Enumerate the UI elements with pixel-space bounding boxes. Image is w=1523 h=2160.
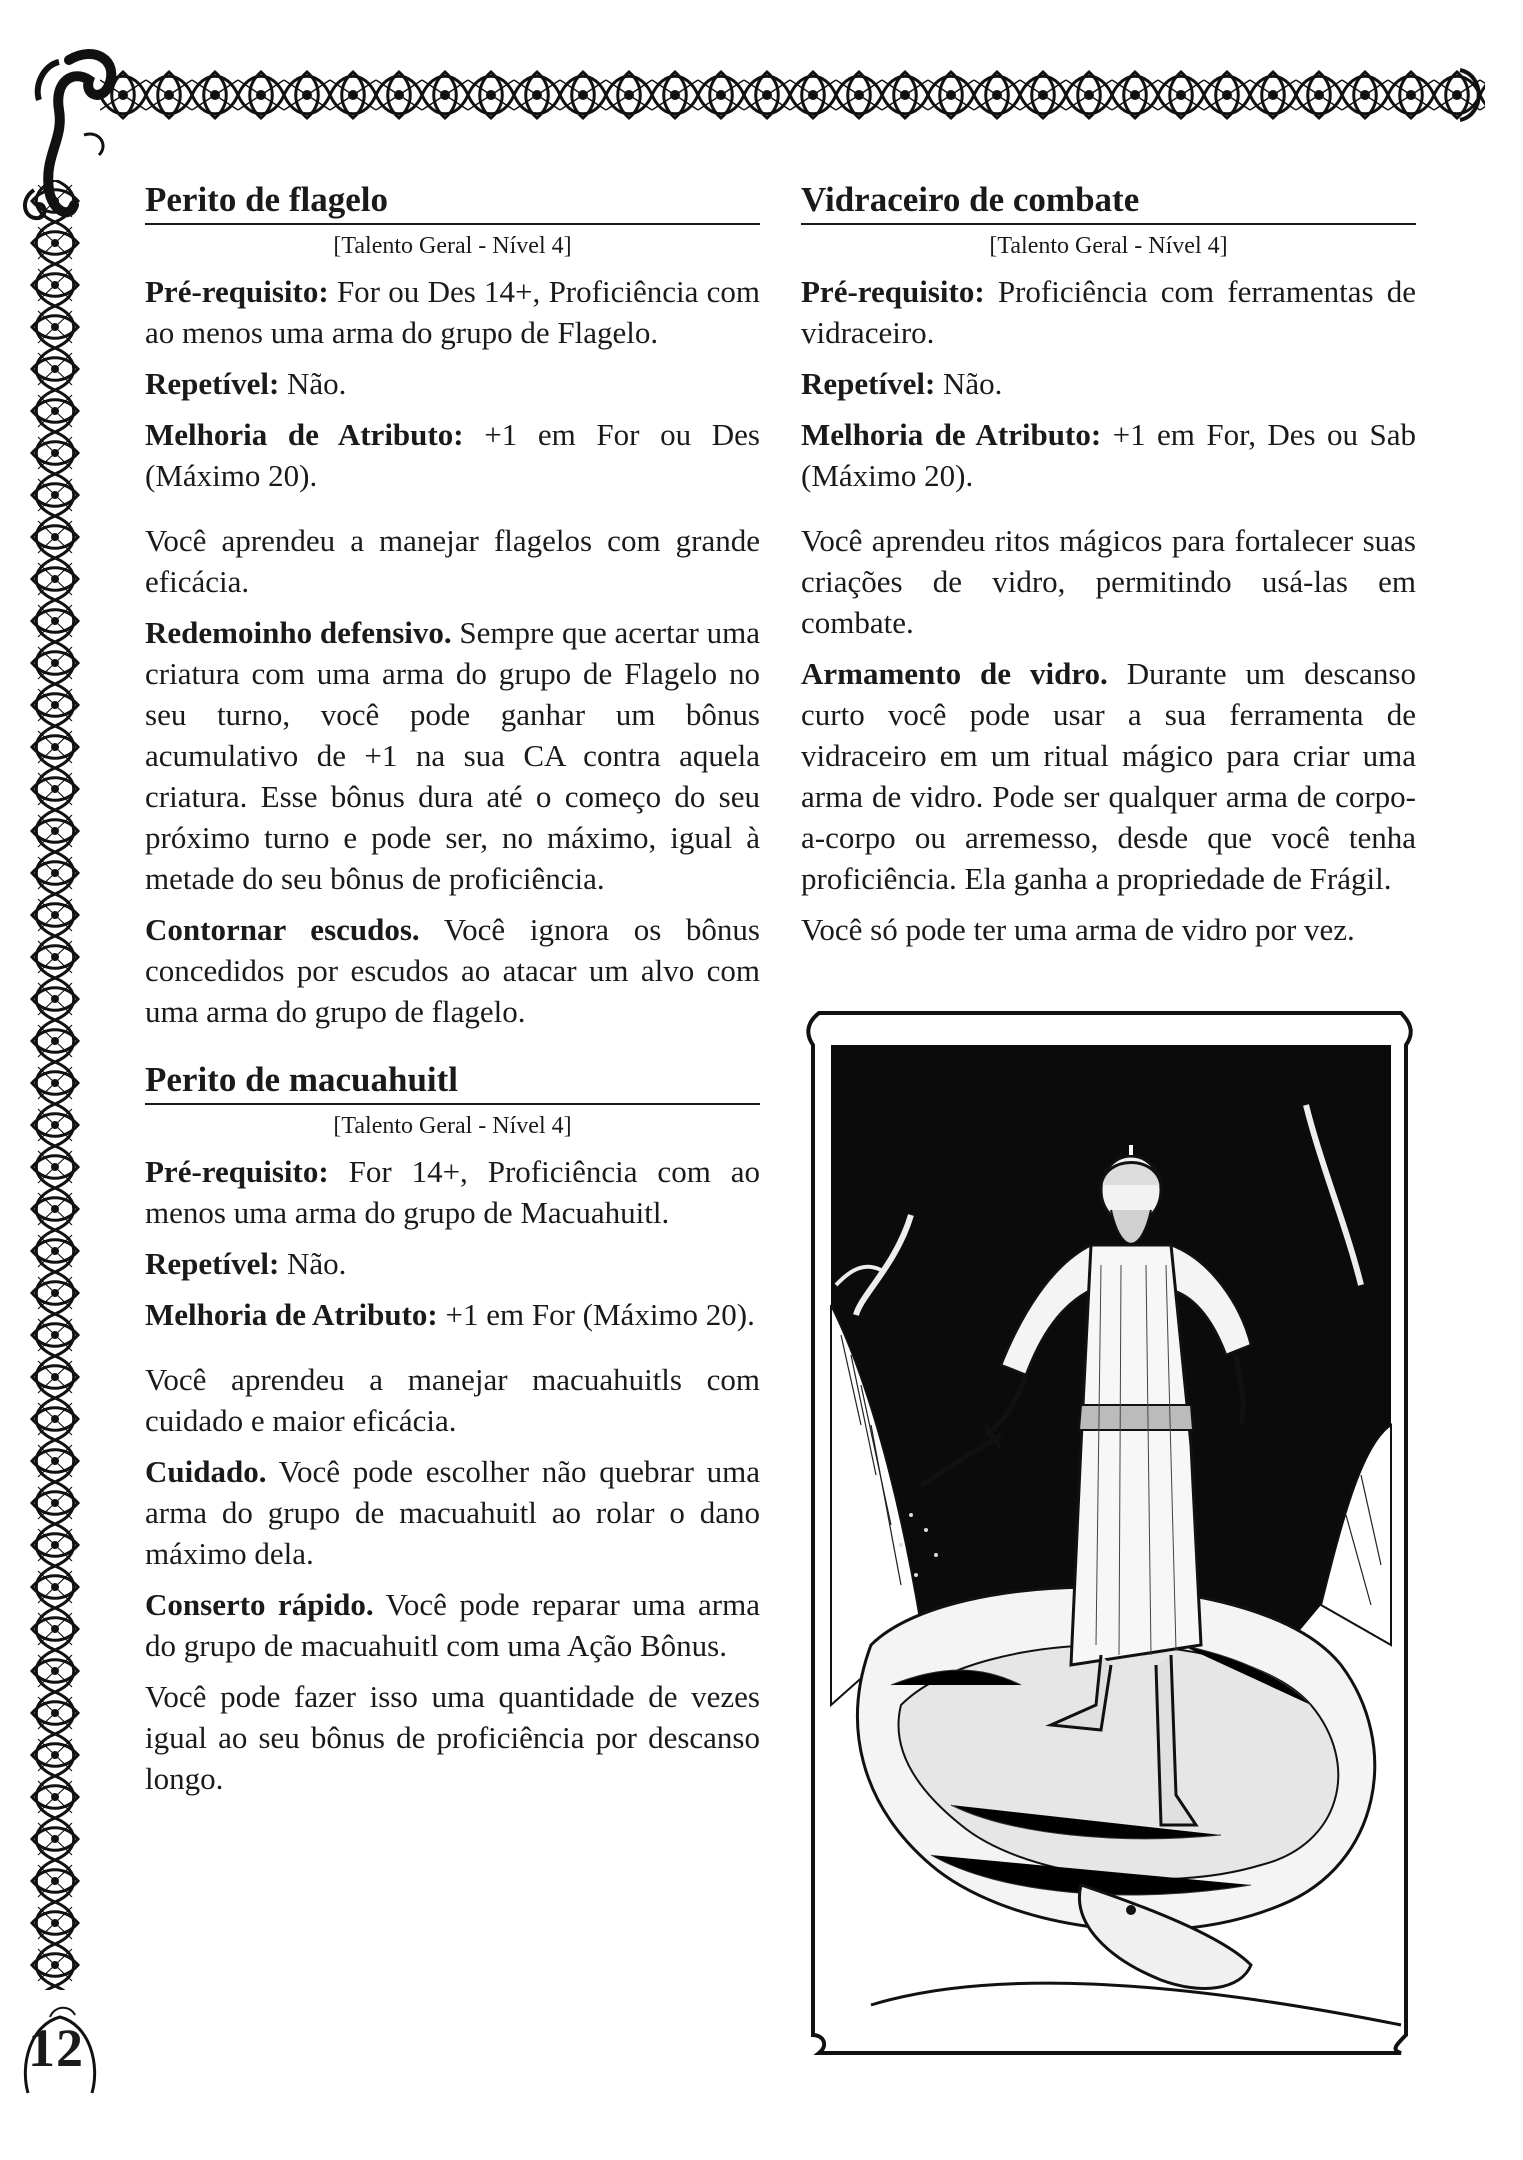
celtic-knot-border-icon	[100, 50, 1485, 140]
feat-attribute: Melhoria de Atributo: +1 em For ou Des (Máximo 20).	[145, 417, 760, 493]
feat-intro: Você aprendeu a manejar flagelos com grande eficácia.	[145, 523, 760, 599]
feat-ability: Armamento de vidro. Durante um descanso curto você pode usar a sua ferramenta de vidraceiro em um ritual mágico para criar uma arma de vidro. Pode ser qualquer arma de corpo-a-corpo ou arremesso, desde que você tenha proficiência. Ela ganha a propriedade de Frágil.	[801, 656, 1416, 896]
feat-perito-de-flagelo	[145, 178, 760, 1032]
feat-closing: Você pode fazer isso uma quantidade de vezes igual ao seu bônus de proficiência por descanso longo.	[145, 1679, 760, 1796]
celtic-knot-border-icon	[20, 180, 90, 1990]
feat-title: Perito de macuahuitl	[145, 1058, 760, 1105]
feat-intro: Você aprendeu ritos mágicos para fortalecer suas criações de vidro, permitindo usá-las em combate.	[801, 523, 1416, 640]
feat-intro: Você aprendeu a manejar macuahuitls com cuidado e maior eficácia.	[145, 1362, 760, 1438]
feat-ability: Cuidado. Você pode escolher não quebrar uma arma do grupo de macuahuitl ao rolar o dano máximo dela.	[145, 1454, 760, 1571]
left-column	[145, 178, 760, 1809]
feat-title: Perito de flagelo	[145, 178, 760, 225]
feat-subtitle: [Talento Geral - Nível 4]	[333, 1113, 572, 1139]
feat-ability: Conserto rápido. Você pode reparar uma arma do grupo de macuahuitl com uma Ação Bônus.	[145, 1587, 761, 1663]
feat-title: Vidraceiro de combate	[801, 178, 1416, 225]
feat-repeatable: Repetível: Não.	[801, 366, 1003, 401]
feat-prerequisite: Pré-requisito: For ou Des 14+, Proficiência com ao menos uma arma do grupo de Flagelo.	[145, 274, 760, 350]
feat-attribute: Melhoria de Atributo: +1 em For (Máximo 20).	[145, 1297, 755, 1332]
feat-vidraceiro-de-combate	[801, 178, 1416, 950]
right-column	[801, 178, 1416, 960]
feat-ability: Redemoinho defensivo. Sempre que acertar uma criatura com uma arma do grupo de Flagelo no seu turno, você pode ganhar um bônus acumulativo de +1 na sua CA contra aquela criatura. Esse bônus dura até o começo do seu próximo turno e pode ser, no máximo, igual à metade do seu bônus de proficiência.	[145, 615, 760, 896]
feat-repeatable: Repetível: Não.	[145, 366, 347, 401]
page-number-text: 12	[28, 2018, 84, 2078]
feat-subtitle: [Talento Geral - Nível 4]	[333, 233, 572, 259]
feat-repeatable: Repetível: Não.	[145, 1246, 347, 1281]
feat-ability: Contornar escudos. Você ignora os bônus concedidos por escudos ao atacar um alvo com uma arma do grupo de flagelo.	[145, 912, 760, 1029]
feat-closing: Você só pode ter uma arma de vidro por vez.	[801, 912, 1355, 947]
page-number	[20, 2005, 100, 2095]
feat-prerequisite: Pré-requisito: For 14+, Proficiência com ao menos uma arma do grupo de Macuahuitl.	[145, 1154, 760, 1230]
feat-subtitle: [Talento Geral - Nível 4]	[989, 233, 1228, 259]
feat-perito-de-macuahuitl	[145, 1058, 760, 1799]
feat-prerequisite: Pré-requisito: Proficiência com ferramentas de vidraceiro.	[801, 274, 1416, 350]
warrior-on-serpent-illustration	[801, 1005, 1418, 2055]
feat-attribute: Melhoria de Atributo: +1 em For, Des ou Sab (Máximo 20).	[801, 417, 1417, 493]
